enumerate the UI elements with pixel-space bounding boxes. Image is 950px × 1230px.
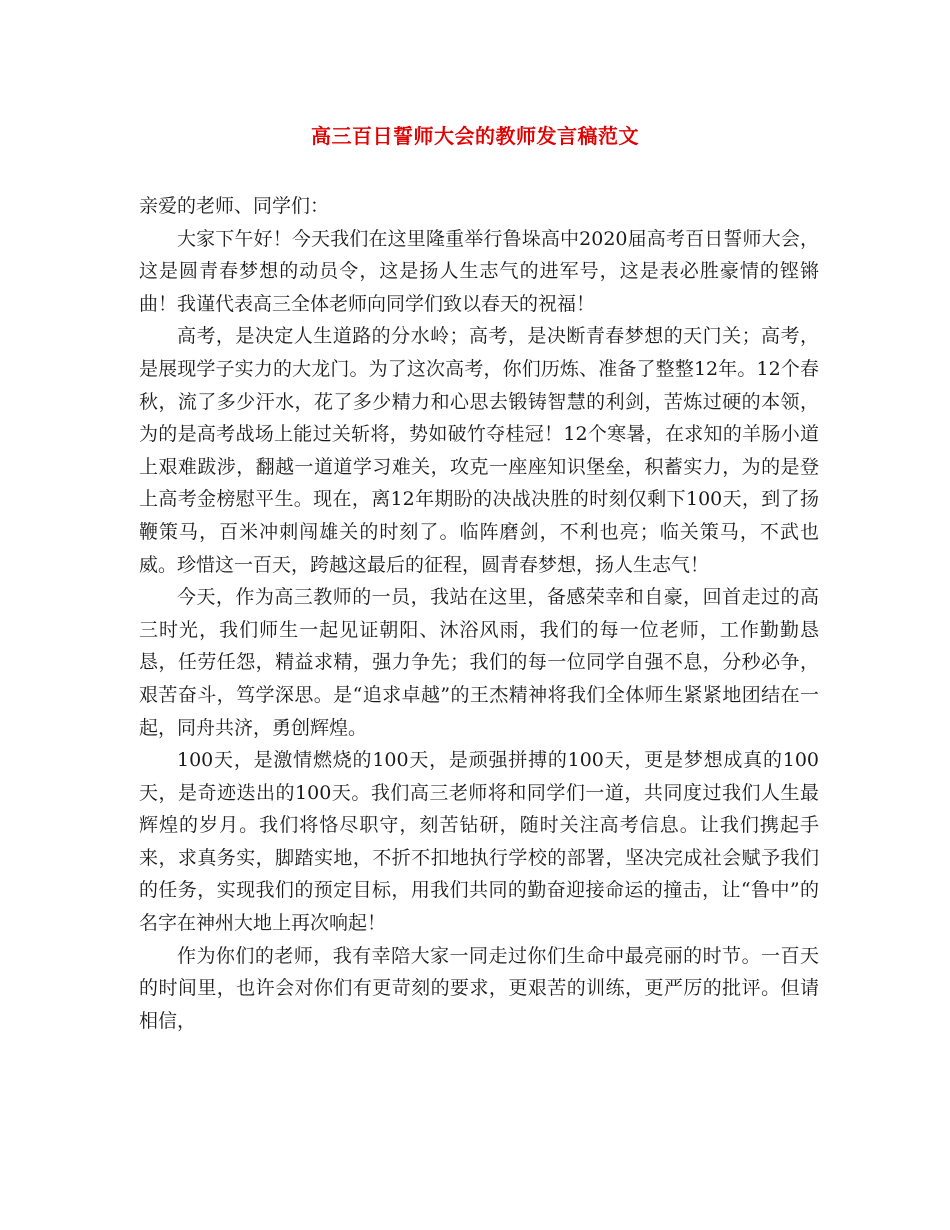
paragraph: 高考，是决定人生道路的分水岭；高考，是决断青春梦想的天门关；高考，是展现学子实力的大龙门。为了这次高考，你们历炼、准备了整整12年。12个春秋，流了多少汗水，花了多少精力和心思去锻铸智慧的利剑，苦炼过硬的本领，为的是高考战场上能过关斩将，势如破竹夺桂冠！12个寒暑，在求知的羊肠小道上艰难跋涉，翻越一道道学习难关，攻克一座座知识堡垒，积蓄实力，为的是登上高考金榜慰平生。现在，离12年期盼的决战决胜的时刻仅剩下100天，到了扬鞭策马，百米冲刺闯雄关的时刻了。临阵磨剑，不利也亮；临关策马，不武也威。珍惜这一百天，跨越这最后的征程，圆青春梦想，扬人生志气！ (139, 325, 819, 576)
paragraph: 100天，是激情燃烧的100天，是顽强拼搏的100天，更是梦想成真的100天，是奇迹迭出的100天。我们高三老师将和同学们一道，共同度过我们人生最辉煌的岁月。我们将恪尽职守，刻苦钻研，随时关注高考信息。让我们携起手来，求真务实，脚踏实地，不折不扣地执行学校的部署，坚决完成社会赋予我们的任务，实现我们的预定目标，用我们共同的勤奋迎接命运的撞击，让“鲁中”的名字在神州大地上再次响起！ (139, 749, 819, 935)
document-title: 高三百日誓师大会的教师发言稿范文 (311, 124, 639, 148)
greeting-line: 亲爱的老师、同学们： (139, 195, 330, 217)
paragraph: 大家下午好！今天我们在这里隆重举行鲁垛高中2020届高考百日誓师大会，这是圆青春梦想的动员令，这是扬人生志气的进军号，这是表必胜豪情的铿锵曲！我谨代表高三全体老师向同学们致以春天的祝福！ (139, 227, 819, 315)
paragraph: 作为你们的老师，我有幸陪大家一同走过你们生命中最亮丽的时节。一百天的时间里，也许会对你们有更苛刻的要求，更艰苦的训练，更严厉的批评。但请相信， (139, 944, 819, 1032)
paragraph: 今天，作为高三教师的一员，我站在这里，备感荣幸和自豪，回首走过的高三时光，我们师生一起见证朝阳、沐浴风雨，我们的每一位老师，工作勤勤恳恳，任劳任怨，精益求精，强力争先；我们的每一位同学自强不息，分秒必争，艰苦奋斗，笃学深思。是“追求卓越”的王杰精神将我们全体师生紧紧地团结在一起，同舟共济，勇创辉煌。 (139, 586, 819, 739)
document-body (139, 190, 819, 1037)
